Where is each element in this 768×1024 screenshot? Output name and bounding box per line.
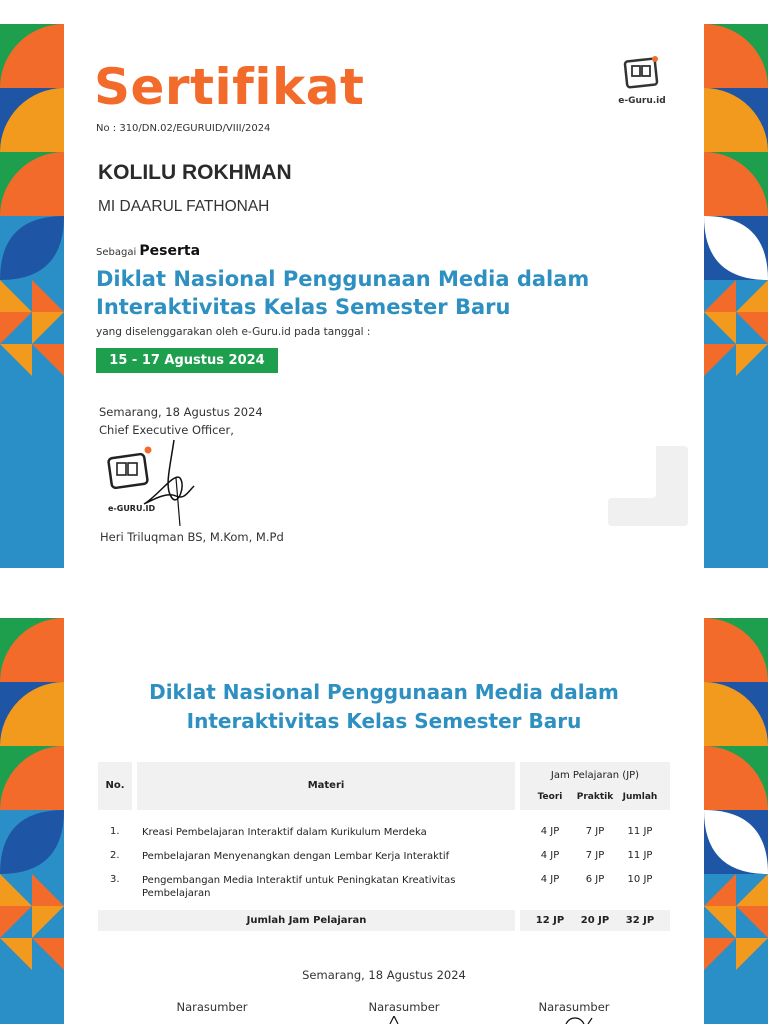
certificate-number: No : 310/DN.02/EGURUID/VIII/2024 (96, 123, 271, 134)
certificate-title: Sertifikat (94, 58, 365, 116)
row-teori: 4 JP (540, 874, 560, 885)
narasumber-label-1: Narasumber (176, 1000, 248, 1014)
logo-label: e-Guru.id (618, 96, 666, 106)
row-teori: 4 JP (540, 826, 560, 837)
date-range-badge: 15 - 17 Agustus 2024 (96, 348, 278, 373)
decorative-left-strip-2 (0, 618, 64, 1024)
header-no: No. (98, 762, 132, 810)
header-materi: Materi (137, 762, 515, 810)
decorative-right-strip (704, 24, 768, 568)
course-title-line1: Diklat Nasional Penggunaan Media dalam (96, 267, 590, 291)
role-line (96, 243, 200, 259)
course-title (96, 265, 616, 321)
signature-logo-text: e-GURU.ID (108, 504, 156, 513)
role-prefix: Sebagai (96, 247, 137, 258)
decorative-right-strip-2 (704, 618, 768, 1024)
row-jumlah: 11 JP (627, 850, 653, 861)
row-teori: 4 JP (540, 850, 560, 861)
ceo-signature (104, 438, 204, 534)
curriculum-page (0, 618, 768, 1024)
recipient-school: MI DAARUL FATHONAH (98, 198, 270, 215)
course-title-line2: Interaktivitas Kelas Semester Baru (96, 295, 511, 319)
curriculum-title-line1: Diklat Nasional Penggunaan Media dalam (149, 680, 619, 704)
row-no: 2. (110, 850, 120, 861)
signature-stroke-icon (380, 1016, 420, 1024)
signature-stroke-icon (560, 1016, 600, 1024)
header-jp-title: Jam Pelajaran (JP) (550, 770, 640, 781)
header-jp (520, 762, 670, 810)
curriculum-place-date: Semarang, 18 Agustus 2024 (302, 968, 466, 982)
header-teori: Teori (537, 792, 563, 802)
row-praktik: 6 JP (585, 874, 605, 885)
curriculum-title (96, 678, 672, 736)
total-jumlah: 32 JP (625, 915, 655, 926)
total-jp-cells (520, 910, 670, 931)
narasumber-label-2: Narasumber (368, 1000, 440, 1014)
total-teori: 12 JP (535, 915, 565, 926)
total-row (98, 910, 670, 931)
row-praktik: 7 JP (585, 850, 605, 861)
decorative-left-strip (0, 24, 64, 568)
row-no: 3. (110, 874, 120, 885)
header-jumlah: Jumlah (622, 792, 658, 802)
recipient-name: KOLILU ROKHMAN (98, 161, 292, 184)
decorative-corner-shape (608, 446, 688, 530)
held-text: yang diselenggarakan oleh e-Guru.id pada tanggal : (96, 326, 371, 338)
curriculum-title-line2: Interaktivitas Kelas Semester Baru (186, 709, 582, 733)
row-materi: Kreasi Pembelajaran Interaktif dalam Kurikulum Merdeka (142, 827, 427, 838)
header-praktik: Praktik (576, 792, 614, 802)
total-label: Jumlah Jam Pelajaran (98, 910, 515, 931)
eguru-logo (614, 54, 670, 106)
narasumber-label-3: Narasumber (538, 1000, 610, 1014)
total-praktik: 20 JP (580, 915, 610, 926)
signature-icon (104, 438, 204, 530)
role-value: Peserta (139, 243, 201, 259)
certificate-page (0, 24, 768, 568)
book-logo-icon (622, 54, 662, 90)
signatory-name: Heri Triluqman BS, M.Kom, M.Pd (100, 530, 284, 544)
row-jumlah: 10 JP (627, 874, 653, 885)
row-praktik: 7 JP (585, 826, 605, 837)
row-no: 1. (110, 826, 120, 837)
issue-place-date: Semarang, 18 Agustus 2024 (99, 405, 263, 419)
row-jumlah: 11 JP (627, 826, 653, 837)
row-materi: Pembelajaran Menyenangkan dengan Lembar Kerja Interaktif (142, 851, 450, 862)
row-materi: Pengembangan Media Interaktif untuk Peningkatan Kreativitas Pembelajaran (142, 875, 456, 899)
signatory-title: Chief Executive Officer, (99, 423, 234, 437)
